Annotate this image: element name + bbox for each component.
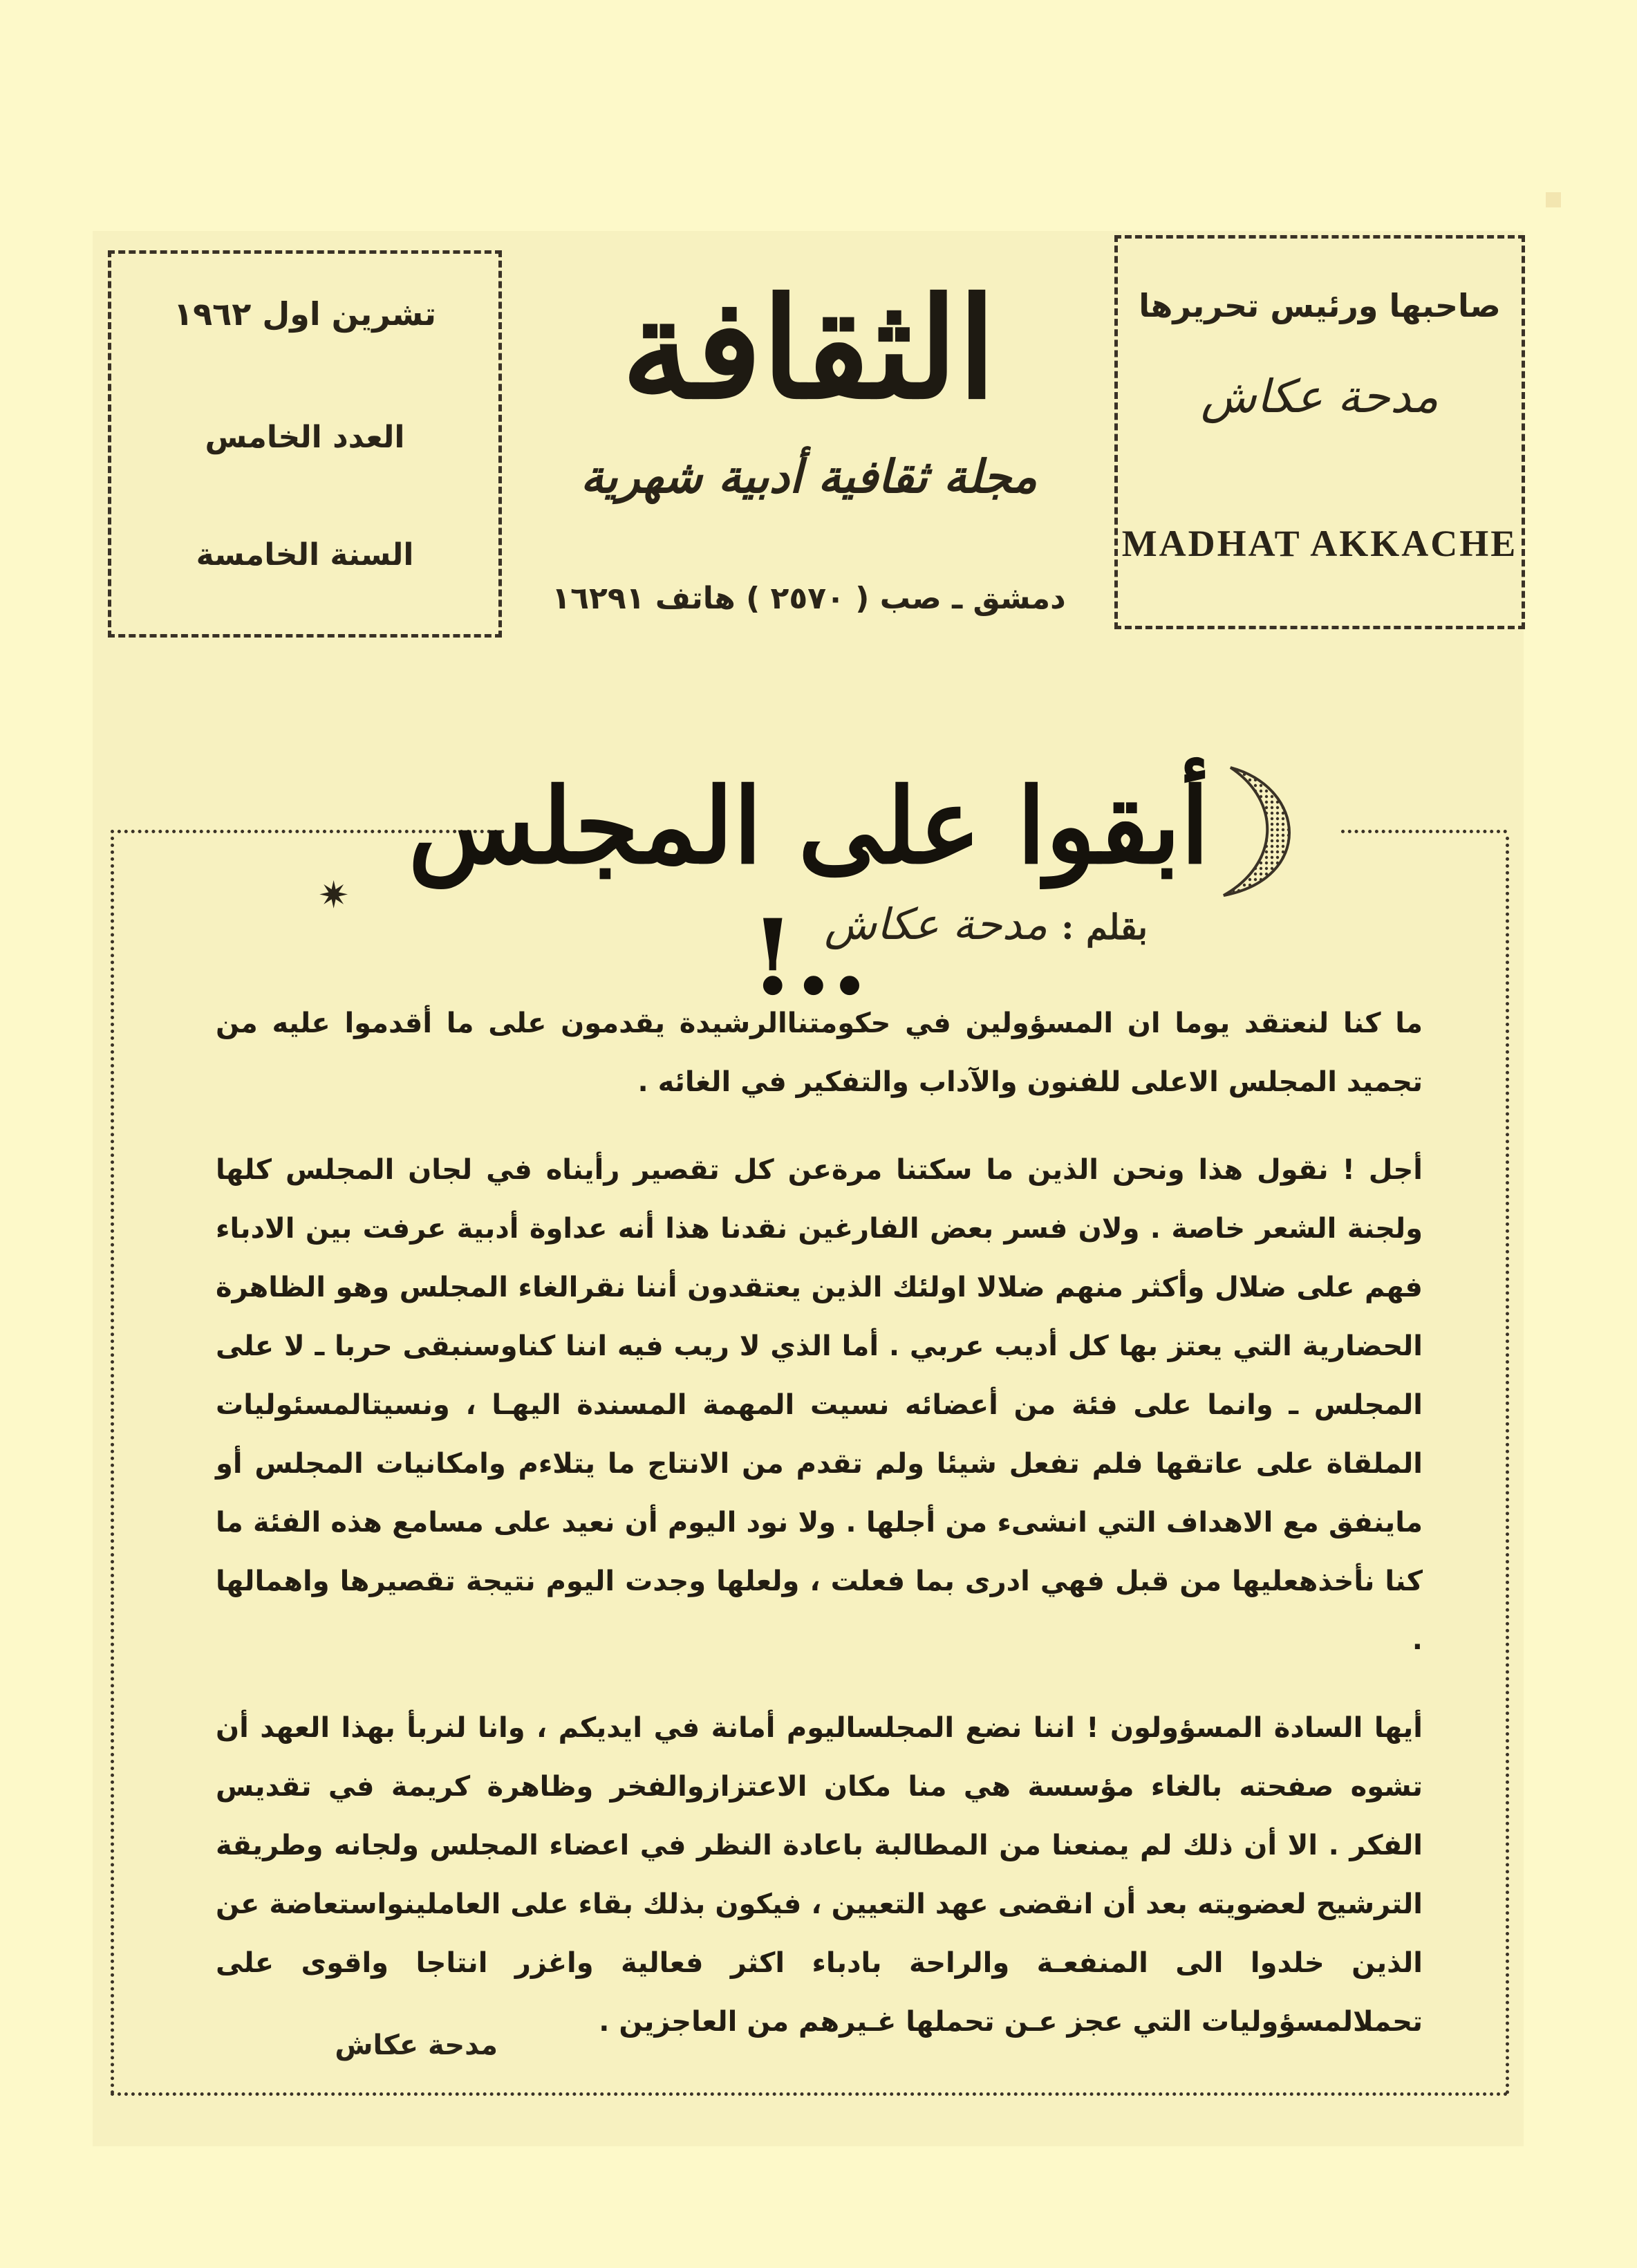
article-signature: مدحة عكاش — [335, 2029, 498, 2061]
owner-box — [1114, 235, 1525, 629]
magazine-contact: دمشق ـ صب ( ٢٥٧٠ ) هاتف ١٦٢٩١ — [552, 581, 1066, 616]
magazine-title: الثقافة — [621, 268, 996, 430]
paragraph-1: ما كنا لنعتقد يوما ان المسؤولين في حكومتناالرشيدة يقدمون على ما أقدموا عليه من تجميد المجلس الاعلى للفنون والآداب والتفكير في الغائه . — [216, 1007, 1423, 1098]
paragraph-2: أجل ! نقول هذا ونحن الذين ما سكتنا مرةعن كل تقصير رأيناه في لجان المجلس كلها ولجنة الشعر خاصة . ولان فسر بعض الفارغين نقدنا هذا أنه عداوة أدبية عرفت بين الادباء فهم على ضلال وأكثر منهم ضلالا اولئك الذين يعتقدون أننا نقرالغاء المجلس وهو الظاهرة الحضارية التي يعتز بها كل أديب عربي . أما الذي لا ريب فيه اننا كناوسنبقى حربا ـ لا على المجلس ـ وانما على فئة من أعضائه نسيت المهمة المسندة اليهـا ، ونسيتالمسئوليات الملقاة على عاتقها فلم تفعل شيئا ولم تقدم من الانتاج ما يتلاءم وامكانيات المجلس أو ماينفق مع الاهداف التي انشىء من أجلها . ولا نود اليوم أن نعيد على مسامع هذه الفئة ما كنا نأخذهعليها من قبل فهي ادرى بما فعلت ، ولعلها وجدت اليوم نتيجة تقصيرها واهمالها . — [216, 1154, 1423, 1656]
frame-top-right — [1341, 830, 1507, 844]
magazine-subtitle: مجلة ثقافية أدبية شهرية — [580, 449, 1038, 503]
issue-year: السنة الخامسة — [196, 537, 414, 573]
owner-signature: مدحة عكاش — [1201, 370, 1439, 423]
masthead — [512, 263, 1106, 636]
star-icon: ✷ — [318, 873, 350, 917]
paragraph-3: أيها السادة المسؤولون ! اننا نضع المجلساليوم أمانة في ايديكم ، وانا لنربأ بهذا العهد أن تشوه صفحته بالغاء مؤسسة هي منا مكان الاعتزازوالفخر وظاهرة كريمة في تقديس الفكر . الا أن ذلك لم يمنعنا من المطالبة باعادة النظر في اعضاء المجلس ولجانه وطريقة الترشيح لعضويته بعد أن انقضى عهد التعيين ، فيكون بذلك بقاء على العاملينواستعاضة عن الذين خلدوا الى المنفعـة والراحة بادباء اكثر فعالية واغزر انتاجا واقوى على تحملالمسؤوليات التي عجز عـن تحملها غـيرهم من العاجزين . — [216, 1712, 1423, 2038]
frame-right — [1506, 837, 1509, 2095]
owner-title: صاحبها ورئيس تحريرها — [1139, 287, 1501, 324]
corner-mark — [1546, 192, 1561, 207]
frame-bottom — [111, 2092, 1508, 2096]
issue-date: تشرين اول ١٩٦٢ — [174, 295, 436, 333]
byline-label: بقلم : — [1061, 907, 1148, 947]
issue-box — [108, 250, 502, 638]
article-headline: أبقوا على المجلس ..! — [408, 765, 1210, 1019]
article-body — [216, 994, 1423, 2052]
byline-author: مدحة عكاش — [824, 899, 1048, 949]
issue-number: العدد الخامس — [205, 420, 405, 455]
owner-latin-name: MADHAT AKKACHE — [1121, 523, 1518, 564]
article-byline — [387, 899, 1148, 949]
frame-left — [111, 837, 114, 2095]
